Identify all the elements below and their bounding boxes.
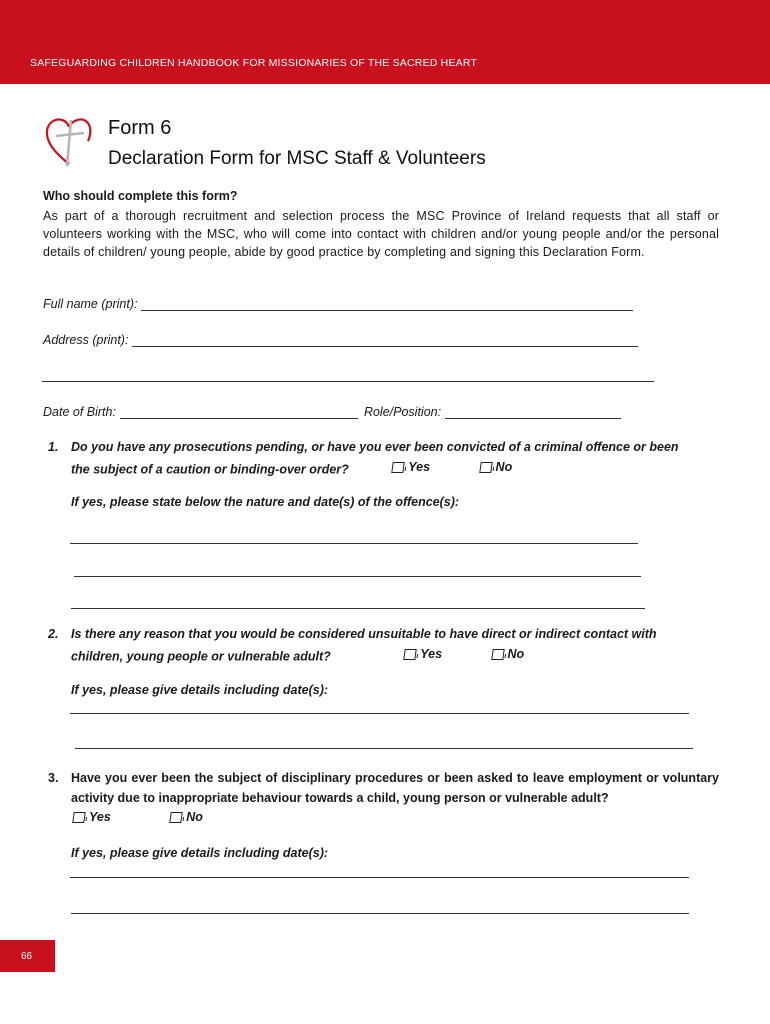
q2-line2-text: children, young people or vulnerable adult?	[71, 648, 331, 663]
address-blank[interactable]	[132, 334, 638, 347]
q2-no-option[interactable]	[492, 645, 525, 665]
q2-yes-option[interactable]	[404, 645, 442, 665]
q3-yes-option[interactable]	[73, 808, 111, 828]
header-band	[0, 0, 770, 84]
checkbox-icon	[403, 649, 417, 660]
page-number: 66	[21, 951, 33, 962]
checkbox-icon	[479, 462, 493, 473]
dob-blank[interactable]	[120, 406, 358, 419]
q1-line1: Do you have any prosecutions pending, or have you ever been convicted of a criminal offence or been	[71, 440, 679, 454]
q2-no-label: No	[507, 646, 525, 661]
full-name-blank[interactable]	[141, 298, 633, 311]
q3-no-option[interactable]	[170, 808, 203, 828]
address-label: Address (print):	[43, 333, 129, 347]
q1-yes-option[interactable]	[392, 458, 430, 478]
q1-text	[71, 438, 719, 479]
q2-number: 2.	[48, 627, 59, 641]
checkbox-icon	[392, 462, 406, 473]
q2-answer-line[interactable]	[75, 748, 693, 749]
q3-answer-line[interactable]	[71, 913, 689, 914]
q3-answer-line[interactable]	[70, 877, 689, 878]
dob-role-row	[43, 405, 621, 419]
q2-line1: Is there any reason that you would be considered unsuitable to have direct or indirect contact with	[71, 627, 657, 641]
dob-label: Date of Birth:	[43, 405, 116, 419]
address-field[interactable]	[43, 333, 638, 347]
q1-no-option[interactable]	[480, 458, 513, 478]
q3-no-label: No	[186, 810, 203, 824]
full-name-label: Full name (print):	[43, 297, 138, 311]
intro-text: As part of a thorough recruitment and selection process the MSC Province of Ireland requests that all staff or volunteers working with the MSC, who will come into contact with children and/or young people and/or the personal details of children/ young people, abide by good practice by completing and signing this Declaration Form.	[43, 209, 719, 259]
q1-line2	[71, 458, 719, 480]
checkbox-icon	[169, 812, 183, 823]
q2-yes-label: Yes	[420, 646, 443, 661]
q1-no-label: No	[495, 459, 513, 474]
q1-answer-line[interactable]	[71, 608, 645, 609]
intro-question: Who should complete this form?	[43, 189, 238, 203]
q1-answer-line[interactable]	[74, 576, 641, 577]
q1-line2-text: the subject of a caution or binding-over order?	[71, 461, 349, 476]
q1-number: 1.	[48, 440, 59, 454]
heart-cross-logo	[44, 114, 94, 168]
q3-options	[71, 808, 719, 830]
form-number: Form 6	[108, 117, 172, 139]
q2-followup: If yes, please give details including date(s):	[71, 683, 329, 697]
address-blank-line-2[interactable]	[42, 381, 654, 382]
checkbox-icon	[72, 812, 86, 823]
checkbox-icon	[491, 649, 505, 660]
q3-yes-label: Yes	[89, 810, 111, 824]
handbook-title: SAFEGUARDING CHILDREN HANDBOOK FOR MISSIONARIES OF THE SACRED HEART	[30, 57, 478, 69]
q1-followup: If yes, please state below the nature and date(s) of the offence(s):	[71, 495, 460, 509]
q1-answer-line[interactable]	[70, 543, 638, 544]
full-name-field[interactable]	[43, 297, 633, 311]
q2-line2	[71, 645, 719, 667]
q2-answer-line[interactable]	[70, 713, 689, 714]
form-title: Declaration Form for MSC Staff & Volunteers	[108, 148, 486, 169]
q1-yes-label: Yes	[408, 459, 431, 474]
q2-text	[71, 625, 719, 666]
role-label: Role/Position:	[363, 405, 442, 419]
q3-number: 3.	[48, 771, 59, 785]
q3-text: Have you ever been the subject of disciplinary procedures or been asked to leave employment or voluntary activity due to inappropriate behaviour towards a child, young person or vulnerable adult?	[71, 771, 719, 805]
role-blank[interactable]	[445, 406, 621, 419]
q3-followup: If yes, please give details including date(s):	[71, 846, 329, 860]
